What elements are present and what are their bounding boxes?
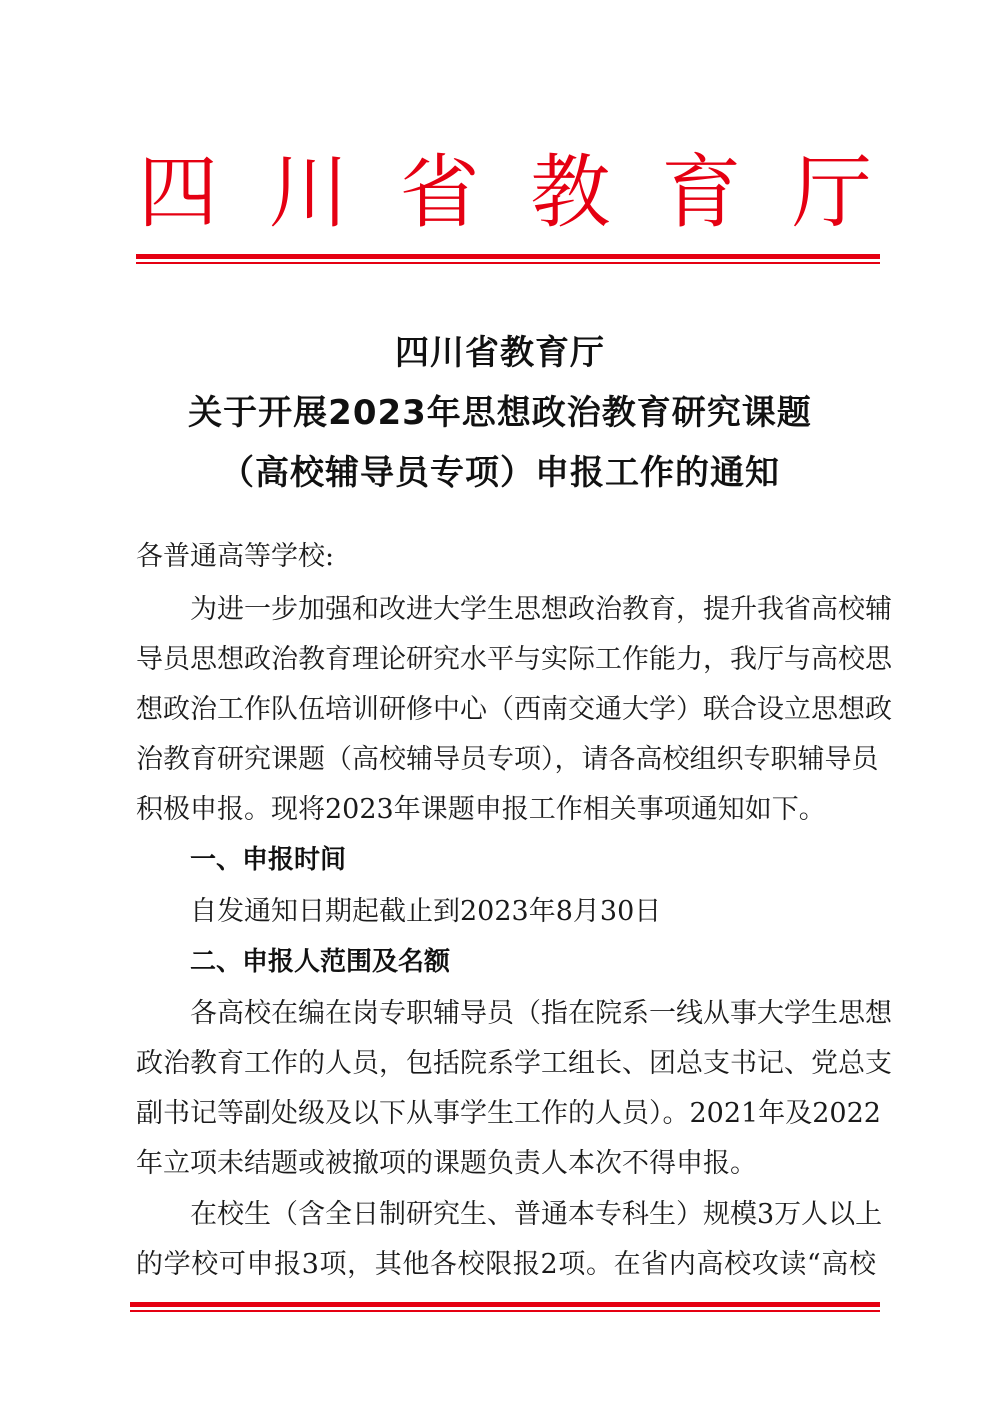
letterhead-char: 省 (399, 146, 480, 239)
document-title-subject-cont: （高校辅导员专项）申报工作的通知 (220, 453, 780, 493)
letterhead-char: 育 (661, 146, 742, 239)
paragraph-line: 年立项未结题或被撤项的课题负责人本次不得申报。 (136, 1148, 757, 1179)
section-heading-applicant-scope: 二、申报人范围及名额 (190, 947, 451, 977)
paragraph-line: 治教育研究课题（高校辅导员专项），请各高校组织专职辅导员 (136, 744, 879, 775)
paragraph-line: 政治教育工作的人员，包括院系学工组长、团总支书记、党总支 (136, 1048, 892, 1079)
document-title-issuer: 四川省教育厅 (395, 333, 605, 373)
paragraph-line: 导员思想政治教育理论研究水平与实际工作能力，我厅与高校思 (136, 644, 892, 675)
footer-rule-thin (130, 1310, 880, 1312)
letterhead-rule-thin (136, 262, 880, 264)
section-heading-application-time: 一、申报时间 (190, 845, 347, 875)
letterhead (130, 138, 880, 248)
paragraph-line: 的学校可申报3项，其他各校限报2项。在省内高校攻读“高校 (136, 1249, 876, 1280)
paragraph-line: 自发通知日期起截止到2023年8月30日 (190, 896, 662, 927)
letterhead-rule-thick (136, 254, 880, 259)
paragraph-line: 为进一步加强和改进大学生思想政治教育，提升我省高校辅 (190, 594, 892, 625)
letterhead-char: 厅 (791, 146, 872, 239)
paragraph-line: 想政治工作队伍培训研修中心（西南交通大学）联合设立思想政 (136, 694, 892, 725)
paragraph-line: 各高校在编在岗专职辅导员（指在院系一线从事大学生思想 (190, 998, 892, 1029)
paragraph-line: 在校生（含全日制研究生、普通本专科生）规模3万人以上 (190, 1199, 883, 1230)
letterhead-char: 教 (530, 146, 611, 239)
letterhead-char: 川 (268, 146, 349, 239)
footer-rule-thick (130, 1302, 880, 1307)
document-title-subject: 关于开展2023年思想政治教育研究课题 (188, 393, 812, 433)
paragraph-line: 副书记等副处级及以下从事学生工作的人员）。2021年及2022 (136, 1098, 881, 1129)
letterhead-char: 四 (138, 146, 218, 239)
salutation: 各普通高等学校: (136, 541, 335, 572)
paragraph-line: 积极申报。现将2023年课题申报工作相关事项通知如下。 (136, 794, 826, 825)
